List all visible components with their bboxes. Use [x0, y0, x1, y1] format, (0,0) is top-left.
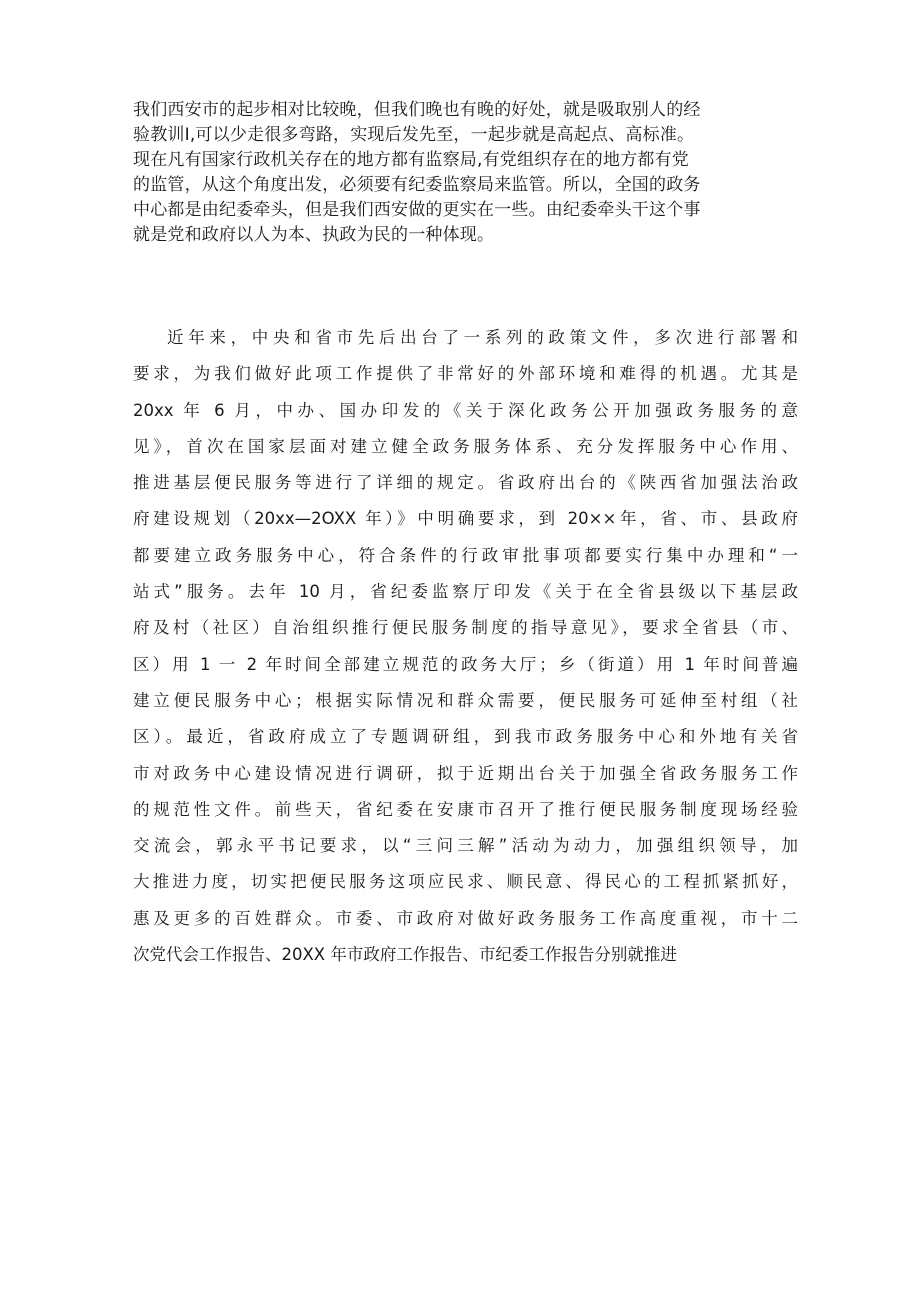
text-line: 见》，首次在国家层面对建立健全政务服务体系、充分发挥服务中心作用、	[133, 436, 798, 456]
text-line: 验教训I,可以少走很多弯路，实现后发先至，一起步就是高起点、高标准。	[133, 125, 695, 145]
paragraph-2	[133, 320, 798, 973]
text-line: 的规范性文件。前些天，省纪委在安康市召开了推行便民服务制度现场经验	[133, 799, 798, 819]
text-line: 府及村（社区）自治组织推行便民服务制度的指导意见》，要求全省县（市、	[133, 618, 798, 638]
text-line: 次党代会工作报告、20XX 年市政府工作报告、市纪委工作报告分别就推进	[133, 945, 677, 965]
text-line: 都要建立政务服务中心，符合条件的行政审批事项都要实行集中办理和“一	[133, 545, 798, 565]
text-line: 站式”服务。去年 10 月，省纪委监察厅印发《关于在全省县级以下基层政	[133, 582, 798, 602]
text-line: 我们西安市的起步相对比较晚，但我们晚也有晚的好处，就是吸取别人的经	[133, 100, 701, 120]
paragraph-1	[133, 98, 798, 248]
text-line: 近年来，中央和省市先后出台了一系列的政策文件，多次进行部署和	[167, 328, 798, 347]
text-line: 区）。最近，省政府成立了专题调研组，到我市政务服务中心和外地有关省	[133, 727, 798, 747]
text-line: 区）用 1 一 2 年时间全部建立规范的政务大厅；乡（街道）用 1 年时间普遍	[133, 654, 798, 674]
text-line: 的监管，从这个角度出发，必须要有纪委监察局来监管。所以，全国的政务	[133, 175, 701, 195]
text-line: 推进基层便民服务等进行了详细的规定。省政府出台的《陕西省加强法治政	[133, 473, 798, 493]
text-line: 大推进力度，切实把便民服务这项应民求、顺民意、得民心的工程抓紧抓好，	[133, 872, 798, 892]
text-line: 惠及更多的百姓群众。市委、市政府对做好政务服务工作高度重视，市十二	[133, 908, 798, 928]
text-line: 要求，为我们做好此项工作提供了非常好的外部环境和难得的机遇。尤其是	[133, 364, 798, 384]
text-line: 交流会，郭永平书记要求，以“三问三解”活动为动力，加强组织领导，加	[133, 836, 798, 856]
text-line: 府建设规划（20xx—2OXX 年）》中明确要求，到 20××年，省、市、县政府	[133, 509, 798, 529]
text-line: 中心都是由纪委牵头，但是我们西安做的更实在一些。由纪委牵头干这个事	[133, 200, 701, 220]
text-line: 就是党和政府以人为本、执政为民的一种体现。	[133, 225, 495, 245]
text-line: 现在凡有国家行政机关存在的地方都有监察局,有党组织存在的地方都有党	[133, 150, 690, 170]
text-line: 20xx 年 6 月，中办、国办印发的《关于深化政务公开加强政务服务的意	[133, 400, 798, 420]
text-line: 建立便民服务中心；根据实际情况和群众需要，便民服务可延伸至村组（社	[133, 690, 798, 710]
text-line: 市对政务中心建设情况进行调研，拟于近期出台关于加强全省政务服务工作	[133, 763, 798, 783]
